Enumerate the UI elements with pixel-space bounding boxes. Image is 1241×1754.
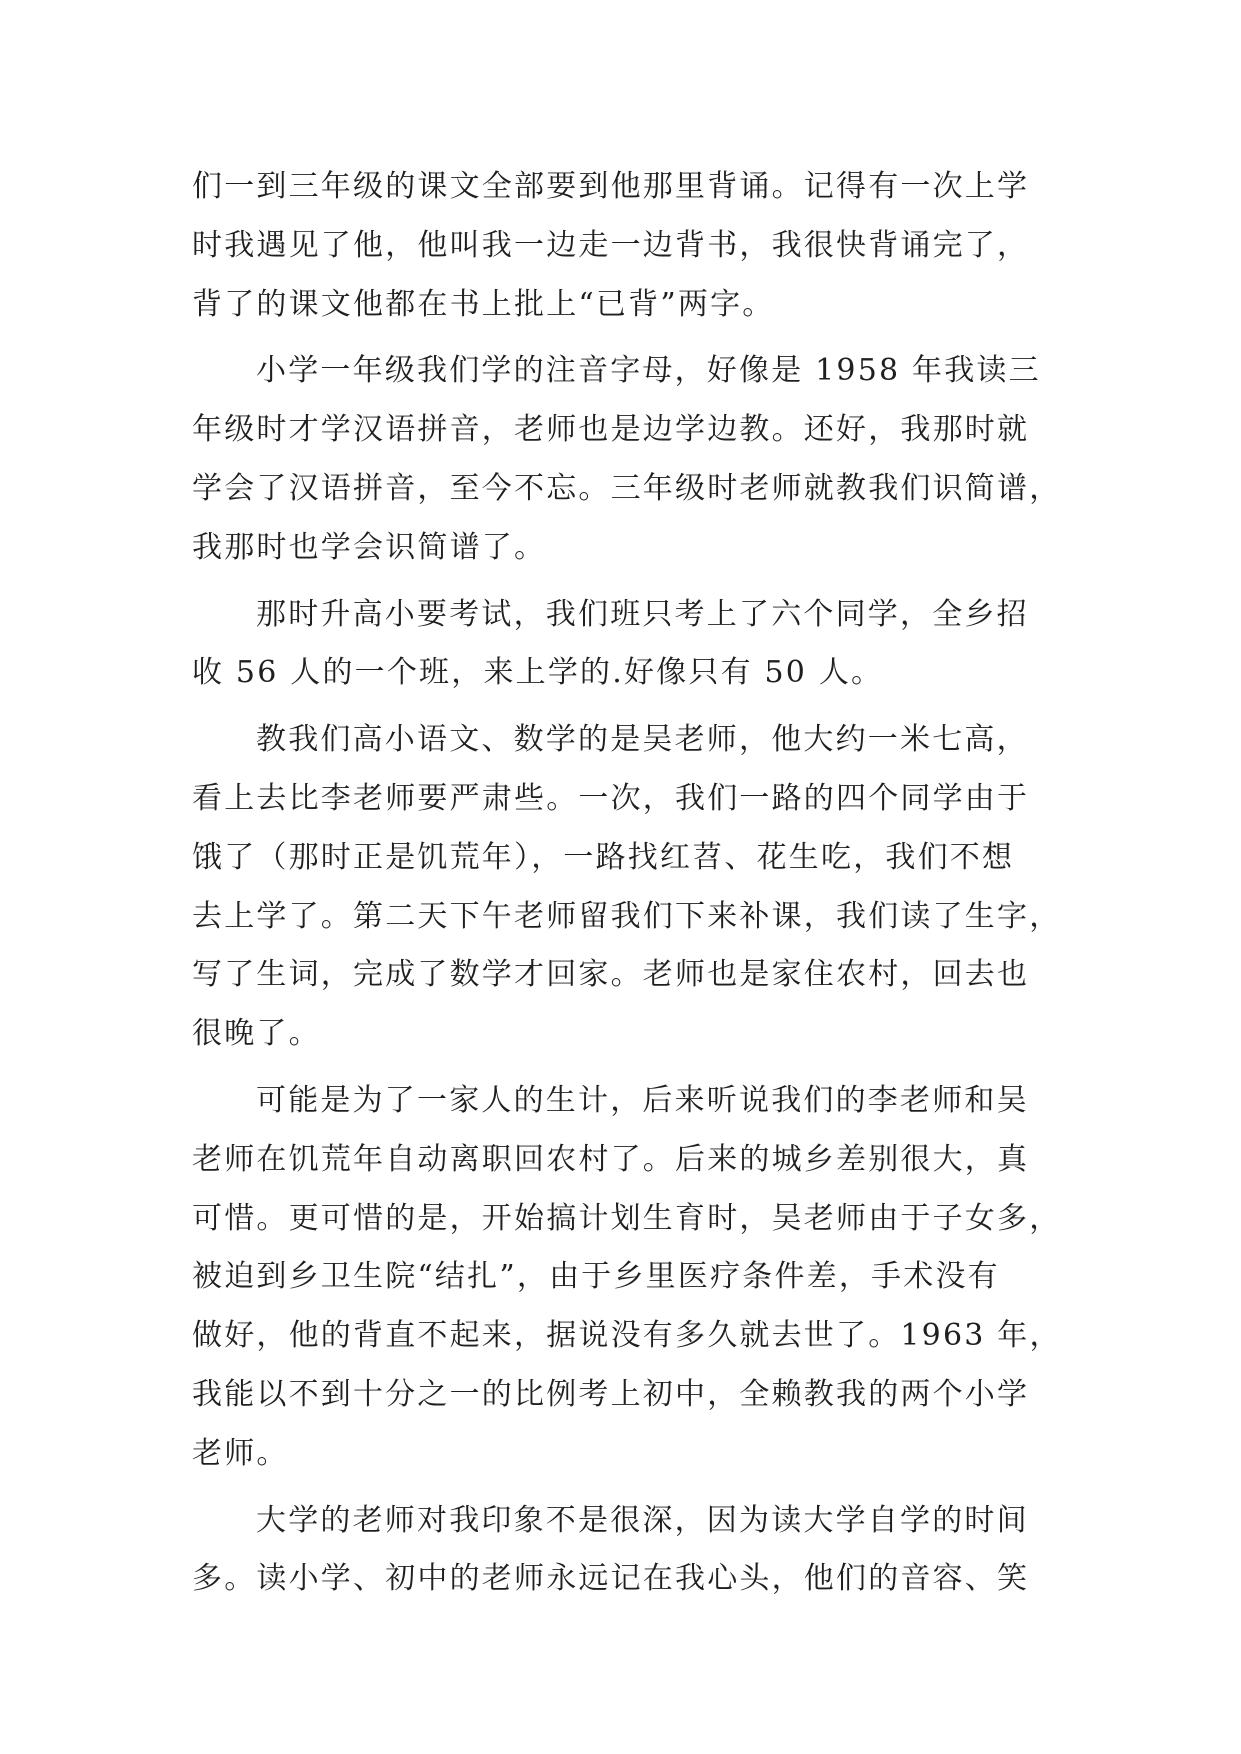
text-line: 写了生词，完成了数学才回家。老师也是家住农村，回去也 [192, 957, 1030, 993]
text-line: 老师。 [192, 1435, 289, 1471]
text-line: 很晚了。 [192, 1016, 321, 1052]
paragraph-6 [192, 1492, 1052, 1610]
text-line: 教我们高小语文、数学的是吴老师，他大约一米七高， [256, 722, 1029, 758]
text-line: 饿了（那时正是饥荒年），一路找红苕、花生吃，我们不想 [192, 839, 1015, 875]
document-page [192, 158, 1062, 1609]
text-line: 小学一年级我们学的注音字母，好像是 1958 年我读三 [256, 353, 1041, 389]
text-line: 那时升高小要考试，我们班只考上了六个同学，全乡招 [256, 596, 1029, 632]
text-line: 背了的课文他都在书上批上“已背”两字。 [192, 286, 775, 322]
text-line: 去上学了。第二天下午老师留我们下来补课，我们读了生字， [192, 898, 1062, 934]
text-line: 收 56 人的一个班，来上学的.好像只有 50 人。 [192, 655, 884, 691]
text-line: 大学的老师对我印象不是很深，因为读大学自学的时间 [256, 1502, 1029, 1538]
text-line: 老师在饥荒年自动离职回农村了。后来的城乡差别很大，真 [192, 1141, 1030, 1177]
text-line: 我能以不到十分之一的比例考上初中，全赖教我的两个小学 [192, 1376, 1030, 1412]
text-line: 做好，他的背直不起来，据说没有多久就去世了。1963 年， [192, 1318, 1062, 1354]
text-line: 时我遇见了他，他叫我一边走一边背书，我很快背诵完了， [192, 227, 1030, 263]
paragraph-5 [192, 1072, 1062, 1484]
paragraph-3 [192, 586, 1052, 704]
paragraph-4 [192, 711, 1062, 1064]
text-line: 看上去比李老师要严肃些。一次，我们一路的四个同学由于 [192, 780, 1030, 816]
text-line: 们一到三年级的课文全部要到他那里背诵。记得有一次上学 [192, 169, 1030, 204]
text-line: 多。读小学、初中的老师永远记在我心头，他们的音容、笑 [192, 1561, 1030, 1597]
text-line: 我那时也学会识简谱了。 [192, 529, 547, 565]
text-line: 可能是为了一家人的生计，后来听说我们的李老师和吴 [256, 1082, 1029, 1118]
text-line: 可惜。更可惜的是，开始搞计划生育时，吴老师由于子女多， [192, 1200, 1062, 1236]
text-line: 被迫到乡卫生院“结扎”，由于乡里医疗条件差，手术没有 [192, 1259, 1000, 1295]
text-line: 年级时才学汉语拼音，老师也是边学边教。还好，我那时就 [192, 412, 1030, 448]
text-line: 学会了汉语拼音，至今不忘。三年级时老师就教我们识简谱， [192, 470, 1062, 506]
paragraph-1 [192, 158, 1052, 334]
paragraph-2 [192, 342, 1062, 577]
